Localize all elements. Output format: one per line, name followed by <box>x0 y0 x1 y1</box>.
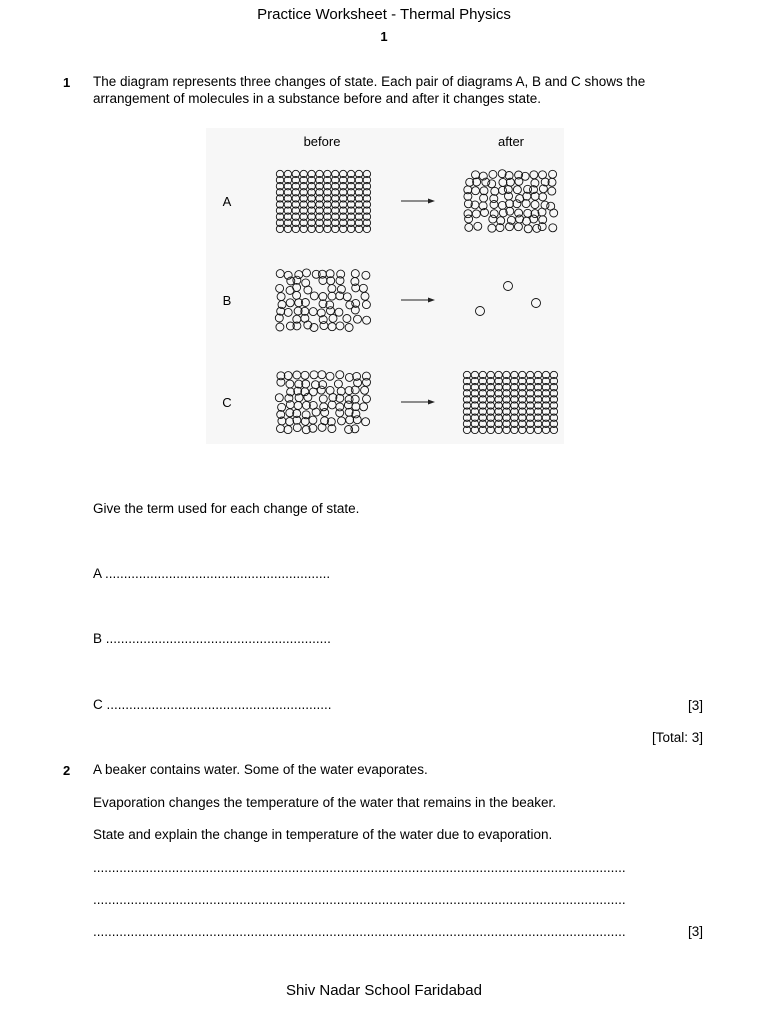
molecule <box>549 170 557 178</box>
molecule <box>363 395 371 403</box>
molecule <box>550 209 558 217</box>
molecule <box>277 293 285 301</box>
answer-line-a[interactable] <box>93 566 330 581</box>
molecule <box>284 372 292 380</box>
answer-a-dots: ............................................................ <box>105 566 331 581</box>
molecule <box>303 269 311 277</box>
molecule <box>345 373 353 381</box>
question-1-text-line-1: The diagram represents three changes of state. Each pair of diagrams A, B and C shows the <box>93 74 646 89</box>
molecule <box>293 291 301 299</box>
molecule <box>326 372 334 380</box>
after-molecules-a <box>464 170 558 233</box>
molecule <box>319 395 327 403</box>
molecule <box>361 386 369 394</box>
molecule <box>286 299 294 307</box>
question-2-marks: [3] <box>687 924 703 939</box>
diagram-after-heading: after <box>497 134 525 149</box>
molecule <box>320 322 328 330</box>
molecule <box>310 371 318 379</box>
molecule <box>319 277 327 285</box>
molecule <box>354 315 362 323</box>
molecule <box>531 201 539 209</box>
molecule <box>336 322 344 330</box>
molecule <box>284 426 292 434</box>
molecule <box>499 178 507 186</box>
molecule <box>522 200 530 208</box>
molecule <box>275 394 283 402</box>
question-2-answer-line-2[interactable]: .............................................................................................................................................. <box>93 892 626 907</box>
molecule <box>277 425 285 433</box>
molecule <box>295 271 303 279</box>
diagram-row-label-c: C <box>222 395 232 410</box>
molecule <box>328 401 336 409</box>
molecule <box>336 409 344 417</box>
question-2-line-2: Evaporation changes the temperature of the water that remains in the beaker. <box>93 795 557 810</box>
before-molecules-b <box>275 269 370 332</box>
molecule <box>465 215 473 223</box>
molecule <box>293 371 301 379</box>
molecule <box>539 193 547 201</box>
molecule <box>286 380 294 388</box>
molecule <box>334 380 342 388</box>
molecule <box>327 307 335 315</box>
answer-c-dots: ............................................................ <box>106 697 332 712</box>
molecule <box>345 324 353 332</box>
molecule <box>321 409 329 417</box>
molecule <box>320 403 328 411</box>
molecule <box>293 424 301 432</box>
molecule <box>363 378 371 386</box>
molecule <box>328 285 336 293</box>
molecule <box>312 408 320 416</box>
molecule <box>346 301 354 309</box>
states-of-matter-diagram <box>206 128 564 444</box>
molecule <box>336 371 344 379</box>
molecule <box>293 276 301 284</box>
answer-b-dots: ............................................................ <box>105 631 331 646</box>
question-2-number: 2 <box>63 763 71 778</box>
footer-school-name: Shiv Nadar School Faridabad <box>286 982 482 999</box>
answer-line-b[interactable] <box>93 631 331 646</box>
answer-a-label: A <box>93 566 102 581</box>
molecule <box>476 307 485 316</box>
molecule <box>346 416 354 424</box>
diagram-canvas <box>206 128 564 444</box>
molecule <box>489 215 497 223</box>
before-molecules-a <box>276 170 370 232</box>
question-1-number: 1 <box>63 75 71 90</box>
molecule <box>480 187 488 195</box>
question-2-line-1: A beaker contains water. Some of the water evaporates. <box>93 762 428 777</box>
molecule <box>530 215 538 223</box>
molecule <box>310 292 318 300</box>
molecule <box>490 210 498 218</box>
diagram-row-label-b: B <box>222 293 232 308</box>
molecule <box>514 223 522 231</box>
after-molecules-b <box>476 282 541 316</box>
molecule <box>488 224 496 232</box>
molecule <box>293 284 301 292</box>
diagram-row-label-a: A <box>222 194 232 209</box>
molecule <box>329 314 337 322</box>
answer-b-label: B <box>93 631 103 646</box>
molecule <box>343 315 351 323</box>
molecule <box>489 170 497 178</box>
molecule <box>328 323 336 331</box>
after-molecules-c <box>463 371 557 433</box>
molecule <box>352 403 360 411</box>
molecule <box>504 282 513 291</box>
molecule <box>490 201 498 209</box>
molecule <box>335 308 343 316</box>
molecule <box>284 308 292 316</box>
molecule <box>472 171 480 179</box>
question-1-text-line-2: arrangement of molecules in a substance before and after it changes state. <box>93 91 542 106</box>
molecule <box>533 224 541 232</box>
molecule <box>328 292 336 300</box>
molecule <box>488 180 496 188</box>
molecule <box>319 293 327 301</box>
question-2-answer-line-1[interactable]: .............................................................................................................................................. <box>93 860 626 875</box>
molecule <box>362 271 370 279</box>
answer-c-label: C <box>93 697 103 712</box>
molecule <box>524 225 532 233</box>
question-2-line-3: State and explain the change in temperature of the water due to evaporation. <box>93 827 553 842</box>
molecule <box>344 401 352 409</box>
molecule <box>472 187 480 195</box>
molecule <box>549 224 557 232</box>
molecule <box>317 386 325 394</box>
molecule <box>362 418 370 426</box>
molecule <box>491 187 499 195</box>
molecule <box>343 293 351 301</box>
arrow-head-a <box>428 199 435 204</box>
molecule <box>360 403 368 411</box>
molecule <box>480 194 488 202</box>
answer-line-c[interactable] <box>93 697 332 712</box>
molecule <box>353 416 361 424</box>
molecule <box>286 418 294 426</box>
molecule <box>513 186 521 194</box>
molecule <box>465 223 473 231</box>
molecule <box>276 323 284 331</box>
molecule <box>361 292 369 300</box>
molecule <box>351 395 359 403</box>
molecule <box>359 284 367 292</box>
question-1-total: [Total: 3] <box>651 730 703 745</box>
molecule <box>532 299 541 308</box>
molecule <box>318 371 326 379</box>
molecule <box>530 171 538 179</box>
molecule <box>474 222 482 230</box>
molecule <box>276 270 284 278</box>
molecule <box>351 270 359 278</box>
diagram-before-heading: before <box>303 134 341 149</box>
question-1-prompt: Give the term used for each change of state. <box>93 501 360 516</box>
molecule <box>276 284 284 292</box>
molecule <box>506 200 514 208</box>
page-number: 1 <box>380 29 388 44</box>
arrow-head-b <box>428 298 435 303</box>
molecule <box>301 371 309 379</box>
molecule <box>309 416 317 424</box>
molecule <box>309 308 317 316</box>
molecule <box>351 386 359 394</box>
molecule <box>472 210 480 218</box>
molecule <box>538 208 546 216</box>
molecule <box>338 417 346 425</box>
worksheet-title: Practice Worksheet - Thermal Physics <box>257 6 511 23</box>
question-2-answer-line-3[interactable]: .............................................................................................................................................. <box>93 924 626 939</box>
question-1-marks: [3] <box>687 698 703 713</box>
molecule <box>294 402 302 410</box>
molecule <box>362 301 370 309</box>
molecule <box>304 286 312 294</box>
molecule <box>363 316 371 324</box>
molecule <box>548 187 556 195</box>
arrow-head-c <box>428 400 435 405</box>
molecule <box>318 423 326 431</box>
before-molecules-c <box>275 371 370 434</box>
molecule <box>278 403 286 411</box>
